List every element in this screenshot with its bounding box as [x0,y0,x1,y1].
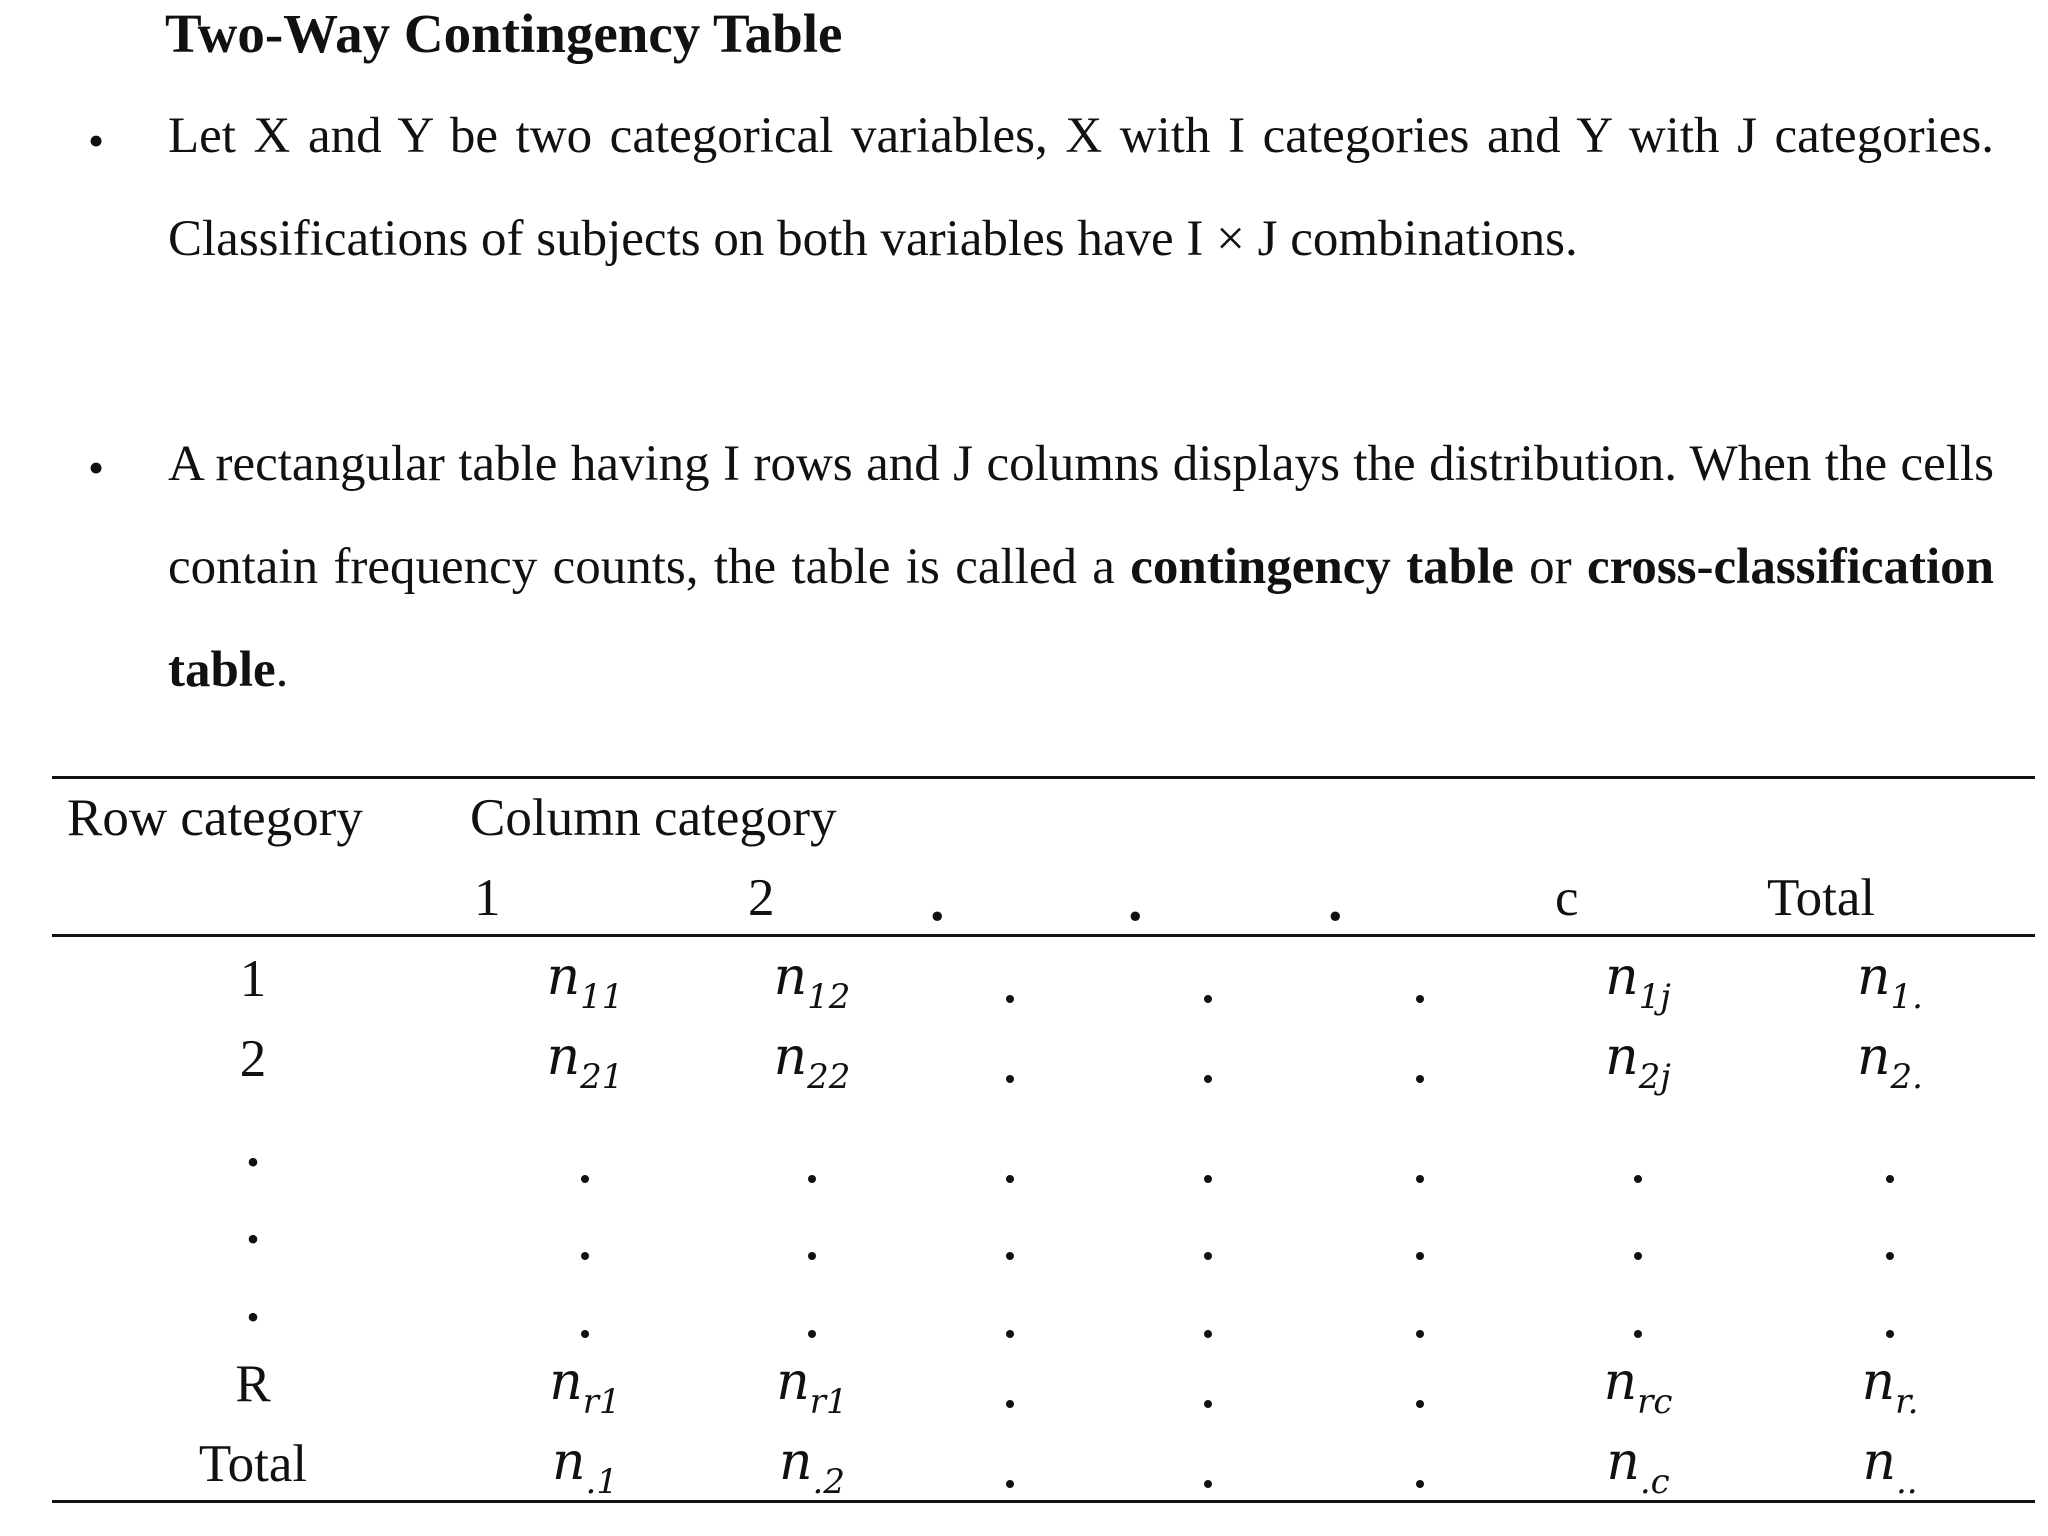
cell-subscript: 1j [1638,977,1671,1017]
table-cell [1605,1027,1671,1097]
ellipsis-dot [1204,1400,1212,1408]
ellipsis-dot [808,1330,816,1338]
ellipsis-dot [1886,1330,1894,1338]
header-column-5: c [1555,869,1579,927]
table-cell [549,1352,621,1422]
header-column-category: Column category [470,789,837,847]
cell-symbol: n [1861,1352,1896,1412]
cell-subscript: r. [1895,1382,1919,1422]
ellipsis-dot [1886,1175,1894,1183]
bullet-2-text-a: A rectangular table having I rows and J columns displays the distribution. When the cells contain frequency counts, the table is called a [168,436,1994,595]
ellipsis-dot [1416,1075,1424,1083]
cell-symbol: n [552,1432,586,1492]
ellipsis-dot [1886,1252,1894,1260]
ellipsis-dot [1006,1175,1014,1183]
table-cell [776,1352,848,1422]
ellipsis-dot [1416,1400,1424,1408]
row-label: . [246,1120,260,1178]
ellipsis-dot [808,1175,816,1183]
bullet-marker: • [88,115,105,166]
cell-symbol: n [779,1432,813,1492]
row-label: 1 [239,950,267,1008]
term-contingency-table: contingency table [1130,539,1514,595]
header-column-4: . [1328,868,1343,933]
header-column-1: 2 [748,869,775,927]
bullet-paragraph-1 [168,85,1994,291]
table-cell [773,947,851,1017]
header-column-2: . [930,868,945,933]
ellipsis-dot [1204,1252,1212,1260]
table-cell [546,1027,624,1097]
header-column-0: 1 [474,869,501,927]
header-column-6: Total [1767,869,1876,927]
ellipsis-dot [581,1175,589,1183]
ellipsis-dot [1634,1175,1642,1183]
bullet-1-text: Let X and Y be two categorical variables, X with I categories and Y with J categories. Classifications of subjects on both variables have I × J combinations. [168,108,1994,267]
bullet-marker: • [88,442,105,493]
bullet-paragraph-2 [168,413,1994,722]
ellipsis-dot [1006,1400,1014,1408]
ellipsis-dot [1204,1075,1212,1083]
ellipsis-dot [1204,1175,1212,1183]
ellipsis-dot [1634,1330,1642,1338]
cell-subscript: .2 [812,1462,845,1502]
ellipsis-dot [1416,1252,1424,1260]
table-header-rule [52,934,2035,937]
row-label: . [246,1197,260,1255]
ellipsis-dot [808,1252,816,1260]
cell-symbol: n [546,1027,581,1087]
page-title: Two-Way Contingency Table [165,3,843,64]
table-cell [1857,947,1923,1017]
table-cell [1861,1352,1919,1422]
table-cell [1605,947,1671,1017]
cell-subscript: 21 [580,1057,624,1097]
cell-subscript: 22 [807,1057,851,1097]
bullet-2-text-c: . [275,642,289,698]
ellipsis-dot [1634,1252,1642,1260]
ellipsis-dot [1006,1252,1014,1260]
header-column-3: . [1128,868,1143,933]
term-cross-classification-table: cross-classification table [168,539,1994,698]
table-top-rule [52,776,2035,779]
table-cell [773,1027,851,1097]
row-label: 2 [239,1030,267,1088]
cell-subscript: 2. [1890,1057,1923,1097]
ellipsis-dot [581,1252,589,1260]
cell-symbol: n [1857,1027,1891,1087]
cell-symbol: n [773,1027,808,1087]
ellipsis-dot [1416,1175,1424,1183]
cell-symbol: n [1606,1432,1640,1492]
cell-symbol: n [549,1352,583,1412]
cell-subscript: .c [1639,1462,1670,1502]
ellipsis-dot [1006,1330,1014,1338]
ellipsis-dot [1204,1330,1212,1338]
cell-subscript: 2j [1638,1057,1671,1097]
row-label: . [246,1275,260,1333]
table-cell [552,1432,618,1502]
ellipsis-dot [1204,1480,1212,1488]
cell-symbol: n [1605,947,1639,1007]
cell-subscript: .1 [585,1462,618,1502]
cell-symbol: n [1862,1432,1896,1492]
table-cell [1862,1432,1918,1502]
cell-subscript: 1. [1890,977,1923,1017]
table-cell [779,1432,845,1502]
ellipsis-dot [1006,1075,1014,1083]
table-bottom-rule [52,1500,2035,1503]
cell-symbol: n [1605,1027,1639,1087]
cell-subscript: r1 [809,1382,848,1422]
cell-subscript: 11 [580,977,624,1017]
row-label: R [235,1355,271,1413]
ellipsis-dot [1006,1480,1014,1488]
table-cell [1857,1027,1923,1097]
ellipsis-dot [1204,995,1212,1003]
ellipsis-dot [1416,1480,1424,1488]
cell-symbol: n [1603,1352,1638,1412]
cell-symbol: n [546,947,581,1007]
header-row-category: Row category [67,789,363,847]
bullet-2-text-b: or [1513,539,1587,595]
table-cell [1603,1352,1673,1422]
cell-subscript: .. [1895,1462,1918,1502]
cell-symbol: n [773,947,808,1007]
table-cell [546,947,624,1017]
ellipsis-dot [1006,995,1014,1003]
ellipsis-dot [1416,1330,1424,1338]
cell-symbol: n [1857,947,1891,1007]
cell-subscript: rc [1637,1382,1673,1422]
cell-subscript: 12 [807,977,851,1017]
ellipsis-dot [1416,995,1424,1003]
cell-symbol: n [776,1352,810,1412]
ellipsis-dot [581,1330,589,1338]
row-label: Total [198,1435,308,1493]
cell-subscript: r1 [582,1382,621,1422]
table-cell [1606,1432,1670,1502]
